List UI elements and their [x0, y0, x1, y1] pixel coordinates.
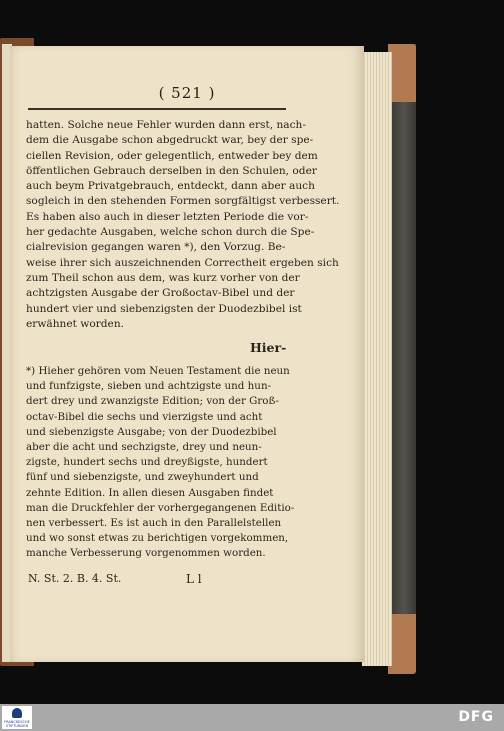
footnote-line: dert drey und zwanzigste Edition; von der Groß-: [26, 395, 279, 408]
header-rule: [28, 108, 286, 110]
footnote-line: aber die acht und sechzigste, drey und neun-: [26, 441, 262, 454]
text-line: öffentlichen Gebrauch derselben in den Schulen, oder: [26, 164, 317, 177]
text-line: sogleich in den stehenden Formen sorgfältigst verbessert.: [26, 195, 340, 208]
footnote-line: man die Druckfehler der vorhergegangenen Editio-: [26, 501, 295, 514]
logo-emblem-icon: [12, 708, 22, 718]
book-cover-right: [392, 44, 416, 672]
footnote-line: und funfzigste, sieben und achtzigste und hun-: [26, 380, 272, 393]
text-line: hundert vier und siebenzigsten der Duodezbibel ist: [26, 302, 302, 315]
page-stack-edge: [362, 52, 392, 666]
book-page: [10, 46, 364, 662]
footnote-line: zehnte Edition. In allen diesen Ausgaben findet: [26, 486, 274, 499]
footnote-line: und siebenzigste Ausgabe; von der Duodezbibel: [26, 425, 277, 438]
signature-line: N. St. 2. B. 4. St.: [28, 572, 122, 585]
footnote-line: nen verbessert. Es ist auch in den Parallelstellen: [26, 517, 282, 530]
text-line: achtzigsten Ausgabe der Großoctav-Bibel und der: [26, 287, 295, 300]
footnote-line: zigste, hundert sechs und dreyßigste, hundert: [26, 456, 268, 469]
text-line: cialrevision gegangen waren *), den Vorzug. Be-: [26, 241, 286, 254]
text-line: Es haben also auch in dieser letzten Periode die vor-: [26, 210, 309, 223]
footnote-line: manche Verbesserung vorgenommen worden.: [26, 547, 266, 560]
text-line: auch beym Privatgebrauch, entdeckt, dann aber auch: [26, 180, 315, 193]
signature-mark: L l: [186, 572, 202, 586]
text-line: erwähnet worden.: [26, 317, 125, 330]
dfg-logo[interactable]: DFG: [458, 709, 494, 725]
institution-logo[interactable]: [2, 706, 32, 729]
footnote-line: *) Hieher gehören vom Neuen Testament die neun: [26, 365, 290, 377]
text-line: ciellen Revision, oder gelegentlich, entweder bey dem: [26, 149, 318, 162]
text-line: her gedachte Ausgaben, welche schon durch die Spe-: [26, 226, 315, 239]
footnote-line: octav-Bibel die sechs und vierzigste und acht: [26, 410, 263, 423]
catchword: Hier-: [250, 340, 287, 355]
page-number-header: ( 521 ): [158, 84, 216, 102]
main-text-block: [26, 118, 340, 332]
footnote-block: [26, 364, 294, 562]
text-line: hatten. Solche neue Fehler wurden dann erst, nach-: [26, 119, 306, 131]
text-line: dem die Ausgabe schon abgedruckt war, bey der spe-: [26, 134, 314, 147]
text-line: zum Theil schon aus dem, was kurz vorher von der: [26, 271, 300, 284]
footnote-line: fünf und siebenzigste, und zweyhundert und: [26, 471, 259, 484]
footnote-line: und wo sonst etwas zu berichtigen vorgekommen,: [26, 532, 289, 545]
logo-text: FRANCKESCHE STIFTUNGEN: [4, 720, 30, 728]
cover-corner-bottom: [388, 614, 416, 674]
viewer-bottom-bar: [0, 704, 504, 731]
text-line: weise ihrer sich auszeichnenden Correctheit ergeben sich: [26, 256, 339, 269]
cover-corner-top: [388, 44, 416, 102]
